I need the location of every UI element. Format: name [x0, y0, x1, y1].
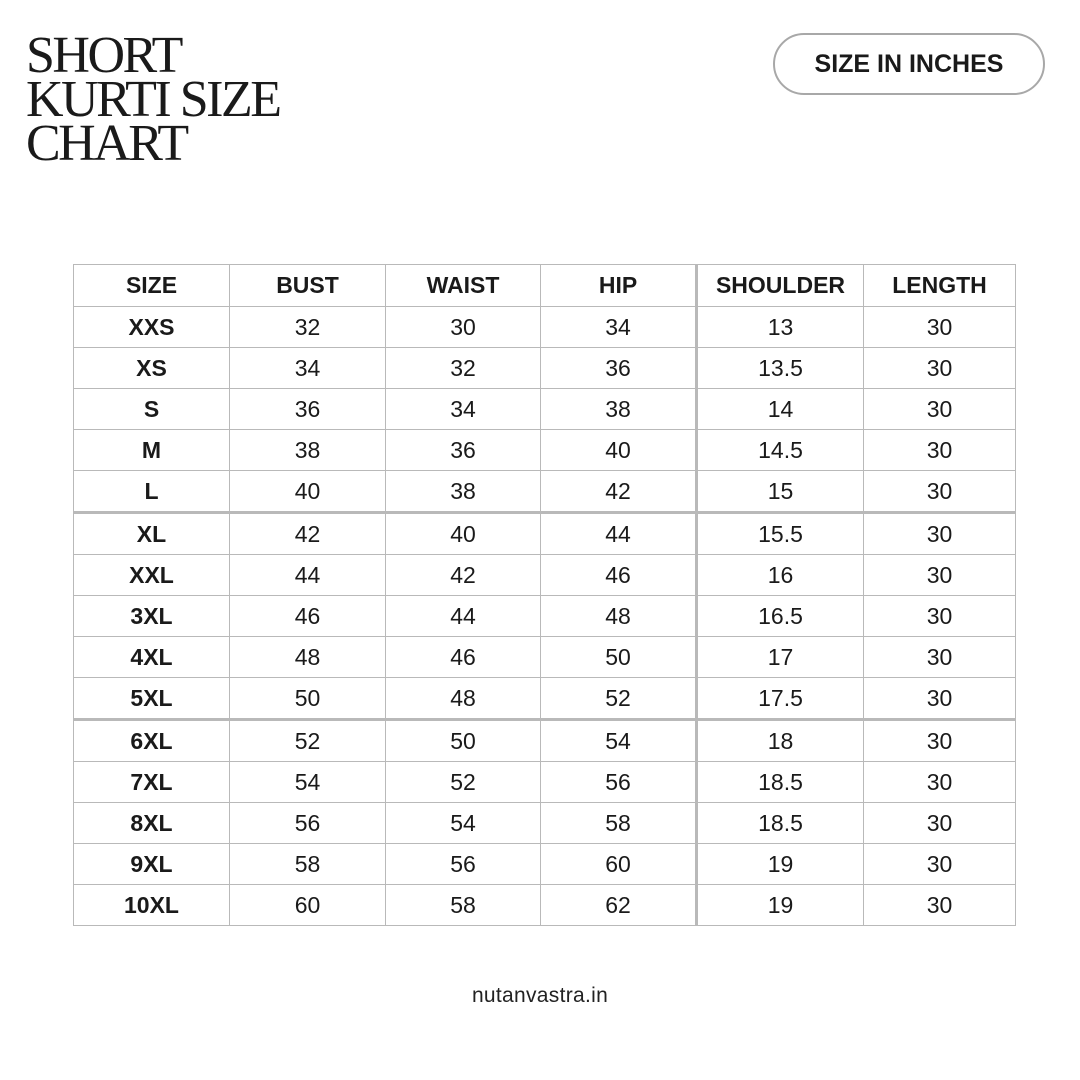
cell-size: 8XL — [74, 803, 230, 844]
cell-hip: 58 — [541, 803, 697, 844]
cell-shoulder: 14.5 — [697, 430, 864, 471]
cell-shoulder: 15.5 — [697, 513, 864, 555]
cell-size: L — [74, 471, 230, 513]
cell-hip: 36 — [541, 348, 697, 389]
cell-length: 30 — [864, 555, 1016, 596]
cell-size: 7XL — [74, 762, 230, 803]
cell-length: 30 — [864, 762, 1016, 803]
cell-waist: 46 — [386, 637, 541, 678]
cell-length: 30 — [864, 471, 1016, 513]
cell-waist: 58 — [386, 885, 541, 926]
cell-bust: 60 — [230, 885, 386, 926]
cell-length: 30 — [864, 307, 1016, 348]
cell-shoulder: 16 — [697, 555, 864, 596]
table-row — [74, 307, 1016, 348]
cell-shoulder: 18.5 — [697, 803, 864, 844]
cell-size: 5XL — [74, 678, 230, 720]
table-row — [74, 471, 1016, 513]
column-header-size: SIZE — [74, 265, 230, 307]
cell-waist: 56 — [386, 844, 541, 885]
cell-bust: 58 — [230, 844, 386, 885]
table-row — [74, 885, 1016, 926]
cell-size: XXL — [74, 555, 230, 596]
column-header-length: LENGTH — [864, 265, 1016, 307]
cell-shoulder: 18 — [697, 720, 864, 762]
cell-hip: 34 — [541, 307, 697, 348]
cell-length: 30 — [864, 348, 1016, 389]
cell-length: 30 — [864, 513, 1016, 555]
cell-waist: 52 — [386, 762, 541, 803]
cell-waist: 32 — [386, 348, 541, 389]
cell-size: XXS — [74, 307, 230, 348]
cell-bust: 46 — [230, 596, 386, 637]
title-line-2: KURTI SIZE — [26, 71, 280, 128]
cell-hip: 46 — [541, 555, 697, 596]
table-row — [74, 803, 1016, 844]
table-row — [74, 348, 1016, 389]
cell-bust: 50 — [230, 678, 386, 720]
cell-hip: 54 — [541, 720, 697, 762]
title-line-1: SHORT — [26, 27, 181, 84]
size-chart-table — [73, 264, 1016, 926]
cell-length: 30 — [864, 885, 1016, 926]
cell-shoulder: 19 — [697, 885, 864, 926]
table-row — [74, 555, 1016, 596]
cell-shoulder: 18.5 — [697, 762, 864, 803]
cell-hip: 60 — [541, 844, 697, 885]
cell-shoulder: 14 — [697, 389, 864, 430]
cell-bust: 54 — [230, 762, 386, 803]
cell-bust: 36 — [230, 389, 386, 430]
cell-waist: 30 — [386, 307, 541, 348]
cell-length: 30 — [864, 596, 1016, 637]
cell-waist: 50 — [386, 720, 541, 762]
cell-size: 4XL — [74, 637, 230, 678]
size-unit-badge: SIZE IN INCHES — [773, 33, 1045, 95]
table-row — [74, 720, 1016, 762]
cell-shoulder: 13.5 — [697, 348, 864, 389]
cell-length: 30 — [864, 803, 1016, 844]
cell-hip: 56 — [541, 762, 697, 803]
cell-length: 30 — [864, 389, 1016, 430]
cell-shoulder: 19 — [697, 844, 864, 885]
page-title — [26, 27, 280, 172]
cell-waist: 44 — [386, 596, 541, 637]
cell-length: 30 — [864, 637, 1016, 678]
table-row — [74, 596, 1016, 637]
cell-bust: 52 — [230, 720, 386, 762]
cell-length: 30 — [864, 720, 1016, 762]
table-row — [74, 844, 1016, 885]
cell-hip: 48 — [541, 596, 697, 637]
column-header-hip: HIP — [541, 265, 697, 307]
cell-shoulder: 17.5 — [697, 678, 864, 720]
cell-bust: 42 — [230, 513, 386, 555]
cell-size: 9XL — [74, 844, 230, 885]
cell-size: XL — [74, 513, 230, 555]
cell-waist: 54 — [386, 803, 541, 844]
cell-bust: 40 — [230, 471, 386, 513]
cell-waist: 36 — [386, 430, 541, 471]
table-row — [74, 389, 1016, 430]
cell-hip: 62 — [541, 885, 697, 926]
cell-waist: 40 — [386, 513, 541, 555]
table-header-row — [74, 265, 1016, 307]
cell-shoulder: 15 — [697, 471, 864, 513]
table-row — [74, 762, 1016, 803]
cell-bust: 44 — [230, 555, 386, 596]
cell-hip: 38 — [541, 389, 697, 430]
cell-bust: 48 — [230, 637, 386, 678]
table-row — [74, 513, 1016, 555]
cell-bust: 32 — [230, 307, 386, 348]
table-row — [74, 430, 1016, 471]
table-row — [74, 637, 1016, 678]
cell-size: M — [74, 430, 230, 471]
cell-hip: 40 — [541, 430, 697, 471]
column-header-shoulder: SHOULDER — [697, 265, 864, 307]
cell-size: XS — [74, 348, 230, 389]
cell-waist: 38 — [386, 471, 541, 513]
cell-bust: 56 — [230, 803, 386, 844]
cell-size: 10XL — [74, 885, 230, 926]
cell-bust: 34 — [230, 348, 386, 389]
cell-hip: 42 — [541, 471, 697, 513]
table-row — [74, 678, 1016, 720]
footer-website: nutanvastra.in — [471, 984, 609, 1007]
cell-shoulder: 16.5 — [697, 596, 864, 637]
cell-size: 6XL — [74, 720, 230, 762]
table-body — [74, 307, 1016, 926]
cell-length: 30 — [864, 844, 1016, 885]
cell-shoulder: 13 — [697, 307, 864, 348]
cell-hip: 52 — [541, 678, 697, 720]
cell-shoulder: 17 — [697, 637, 864, 678]
title-line-3: CHART — [26, 115, 187, 172]
cell-hip: 50 — [541, 637, 697, 678]
cell-hip: 44 — [541, 513, 697, 555]
cell-bust: 38 — [230, 430, 386, 471]
cell-length: 30 — [864, 430, 1016, 471]
cell-size: S — [74, 389, 230, 430]
cell-waist: 48 — [386, 678, 541, 720]
cell-length: 30 — [864, 678, 1016, 720]
column-header-bust: BUST — [230, 265, 386, 307]
column-header-waist: WAIST — [386, 265, 541, 307]
cell-size: 3XL — [74, 596, 230, 637]
cell-waist: 34 — [386, 389, 541, 430]
cell-waist: 42 — [386, 555, 541, 596]
